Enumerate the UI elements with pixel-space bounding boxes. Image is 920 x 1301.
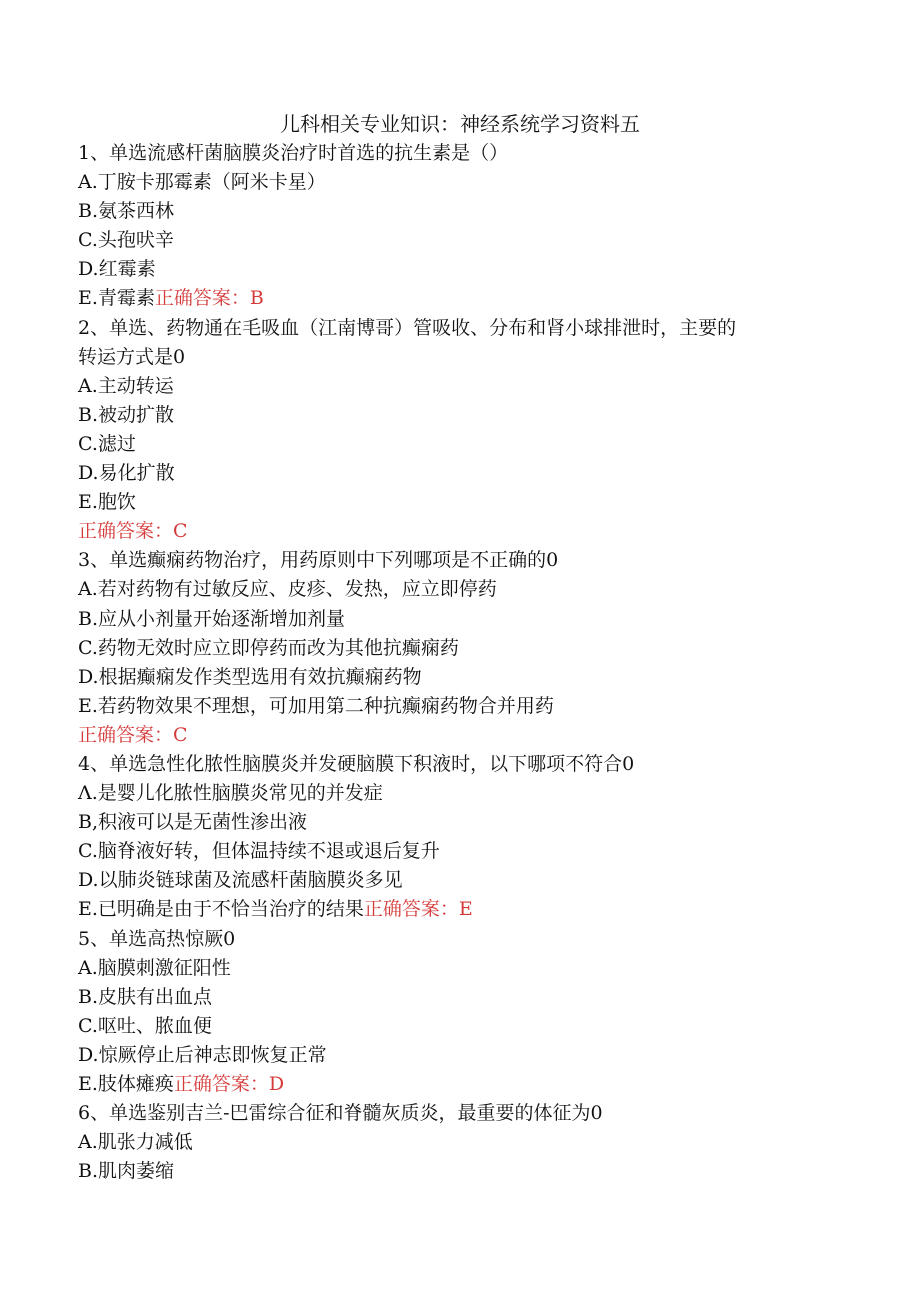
question-1 bbox=[78, 139, 860, 314]
option-a: A.主动转运 bbox=[78, 374, 174, 397]
option-d: D.红霉素 bbox=[78, 258, 156, 281]
answer-label: 正确答案：C bbox=[78, 520, 188, 543]
option-b: B,积液可以是无菌性渗出液 bbox=[78, 811, 308, 834]
answer-label: 正确答案：D bbox=[173, 1073, 285, 1095]
document-title: 儿科相关专业知识：神经系统学习资料五 bbox=[280, 112, 640, 136]
option-d: D.以肺炎链球菌及流感杆菌脑膜炎多见 bbox=[78, 869, 403, 892]
option-e-with-answer bbox=[78, 284, 860, 313]
option-b: B.被动扩散 bbox=[78, 403, 175, 426]
question-stem: 5、单选高热惊厥0 bbox=[78, 927, 236, 950]
question-stem: 1、单选流感杆菌脑膜炎治疗时首选的抗生素是（） bbox=[78, 142, 509, 164]
option-e-with-answer bbox=[78, 1070, 860, 1099]
question-stem-continued: 转运方式是0 bbox=[78, 345, 186, 368]
question-stem: 3、单选癫痫药物治疗，用药原则中下列哪项是不正确的0 bbox=[78, 549, 559, 572]
option-c: C.脑脊液好转，但体温持续不退或退后复升 bbox=[78, 840, 440, 863]
option-b: B.氨茶西林 bbox=[78, 200, 175, 223]
question-stem: 6、单选鉴别吉兰-巴雷综合征和脊髓灰质炎，最重要的体征为0 bbox=[78, 1102, 603, 1125]
question-4 bbox=[78, 750, 860, 925]
option-e-with-answer bbox=[78, 895, 860, 924]
option-d: D.易化扩散 bbox=[78, 462, 175, 485]
option-b: B.应从小剂量开始逐渐增加剂量 bbox=[78, 607, 346, 630]
question-5 bbox=[78, 925, 860, 1100]
option-e: E.青霉素 bbox=[78, 287, 155, 310]
question-stem: 4、单选急性化脓性脑膜炎并发硬脑膜下积液时，以下哪项不符合0 bbox=[78, 752, 635, 775]
question-2 bbox=[78, 314, 860, 547]
option-a: Λ.是婴儿化脓性脑膜炎常见的并发症 bbox=[78, 782, 383, 805]
option-b: B.皮肤有出血点 bbox=[78, 985, 213, 1008]
option-c: C.药物无效时应立即停药而改为其他抗癫痫药 bbox=[78, 636, 459, 659]
option-d: D.惊厥停止后神志即恢复正常 bbox=[78, 1043, 327, 1066]
option-a: A.丁胺卡那霉素（阿米卡星） bbox=[78, 171, 326, 194]
question-6 bbox=[78, 1099, 860, 1186]
option-e: E.若药物效果不理想，可加用第二种抗癫痫药物合并用药 bbox=[78, 694, 554, 717]
option-d: D.根据癫痫发作类型选用有效抗癫痫药物 bbox=[78, 665, 422, 688]
option-a: A.若对药物有过敏反应、皮疹、发热，应立即停药 bbox=[78, 578, 497, 601]
question-stem: 2、单选、药物通在毛吸血（江南博哥）管吸收、分布和肾小球排泄时，主要的 bbox=[78, 316, 737, 339]
option-a: A.肌张力减低 bbox=[78, 1131, 193, 1154]
option-a: A.脑膜刺激征阳性 bbox=[78, 956, 231, 979]
option-e: E.胞饮 bbox=[78, 491, 136, 514]
option-c: C.呕吐、脓血便 bbox=[78, 1014, 212, 1037]
answer-label: 正确答案：B bbox=[154, 287, 264, 310]
option-b: B.肌肉萎缩 bbox=[78, 1160, 175, 1183]
answer-label: 正确答案：C bbox=[78, 723, 188, 746]
option-c: C.滤过 bbox=[78, 432, 136, 455]
question-3 bbox=[78, 546, 860, 750]
option-c: C.头孢吠辛 bbox=[78, 229, 174, 252]
answer-label: 正确答案：E bbox=[363, 898, 473, 921]
option-e: E.肢体瘫痪 bbox=[78, 1073, 174, 1095]
option-e: E.已明确是由于不恰当治疗的结果 bbox=[78, 898, 364, 921]
